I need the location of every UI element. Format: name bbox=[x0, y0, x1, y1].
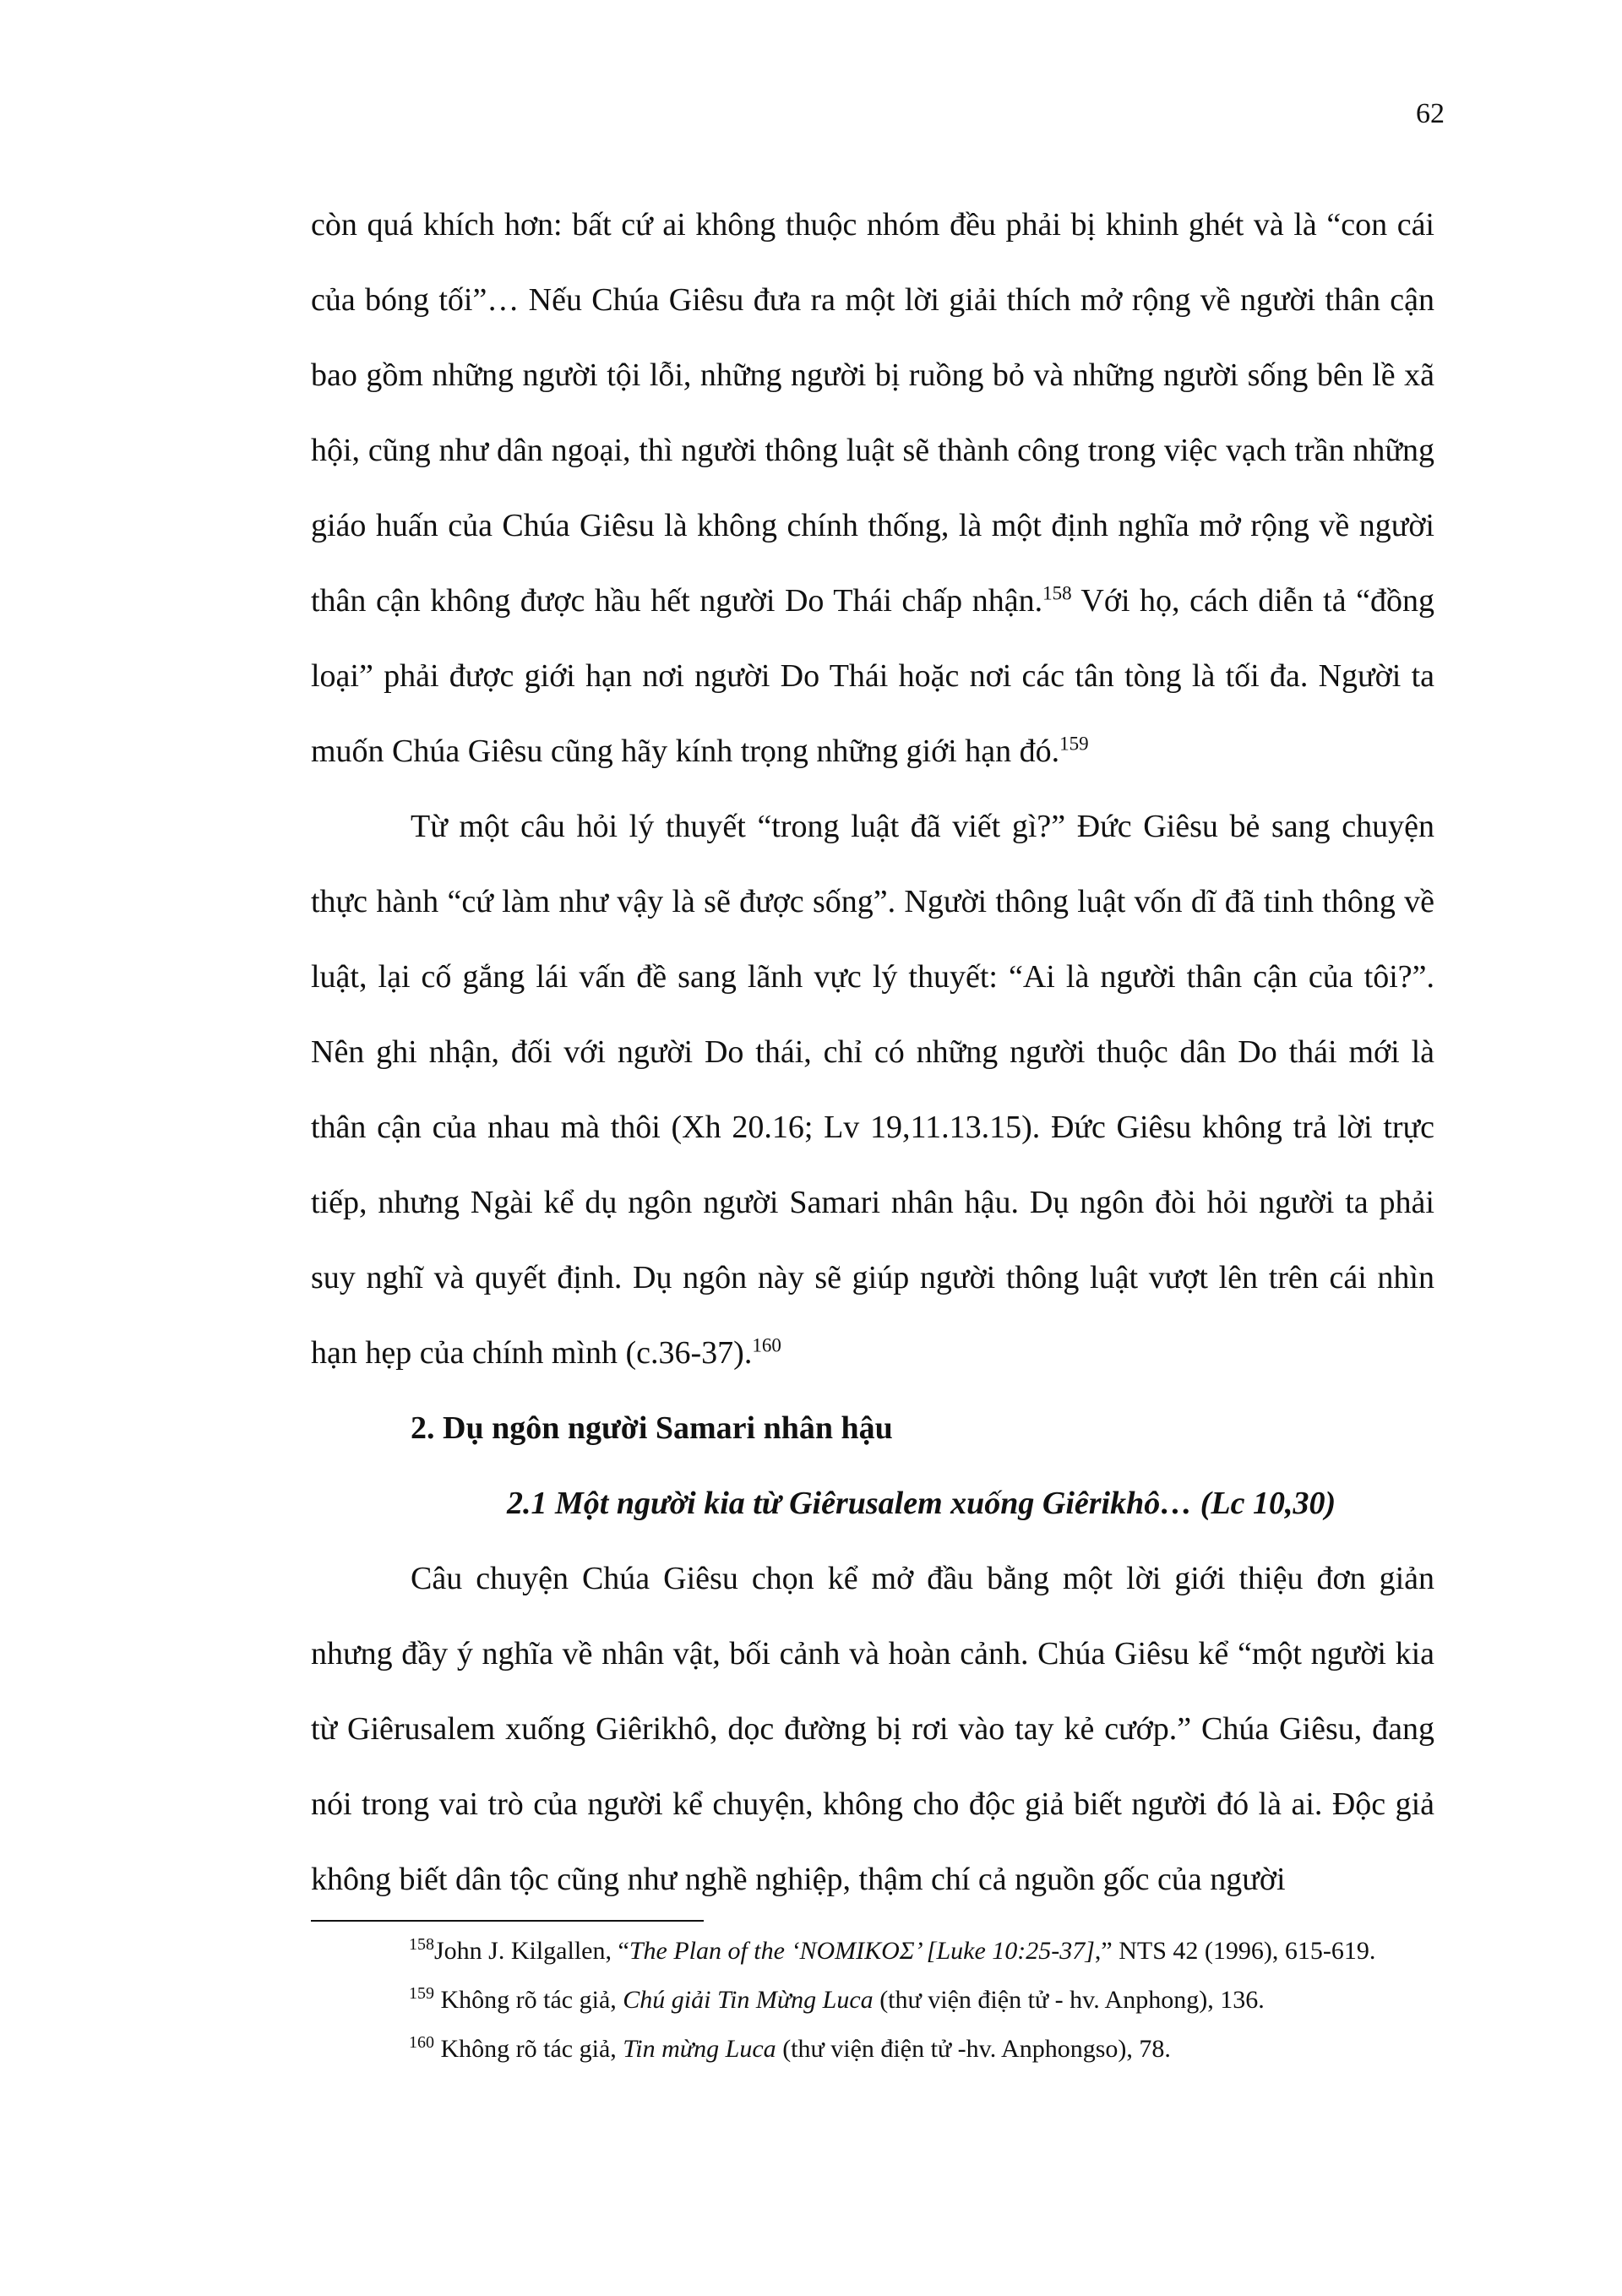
footnote-text: (thư viện điện tử - hv. Anphong), 136. bbox=[873, 1986, 1265, 2014]
footnotes bbox=[311, 1931, 1434, 2070]
paragraph-text: Với họ, cách diễn tả “đồng loại” phải được giới hạn nơi người Do Thái hoặc nơi các tân tòng là tối đa. Người ta muốn Chúa Giêsu cũng hãy kính trọng những giới hạn đó. bbox=[311, 583, 1434, 769]
paragraph bbox=[311, 789, 1434, 1391]
footnote-number: 158 bbox=[409, 1935, 434, 1954]
body-text bbox=[311, 188, 1434, 1917]
footnote-divider bbox=[311, 1920, 704, 1922]
footnote-text: Không rõ tác giả, bbox=[434, 2035, 623, 2063]
footnote-title: Tin mừng Luca bbox=[623, 2035, 776, 2063]
footnote bbox=[311, 1931, 1434, 1972]
footnote-text: ,” NTS 42 (1996), 615-619. bbox=[1094, 1937, 1376, 1965]
footnote-number: 159 bbox=[409, 1984, 434, 2003]
footnote-text: John J. Kilgallen, “ bbox=[434, 1937, 629, 1965]
paragraph: Câu chuyện Chúa Giêsu chọn kể mở đầu bằng một lời giới thiệu đơn giản nhưng đầy ý nghĩa về nhân vật, bối cảnh và hoàn cảnh. Chúa Giêsu kể “một người kia từ Giêrusalem xuống Giêrikhô, dọc đường bị rơi vào tay kẻ cướp.” Chúa Giêsu, đang nói trong vai trò của người kể chuyện, không cho độc giả biết người đó là ai. Độc giả không biết dân tộc cũng như nghề nghiệp, thậm chí cả nguồn gốc của người bbox=[311, 1561, 1434, 1897]
footnote-ref: 158 bbox=[1042, 582, 1072, 604]
footnote-number: 160 bbox=[409, 2033, 434, 2052]
page-number: 62 bbox=[1416, 98, 1445, 129]
paragraph-text: còn quá khích hơn: bất cứ ai không thuộc nhóm đều phải bị khinh ghét và là “con cái của bóng tối”… Nếu Chúa Giêsu đưa ra một lời giải thích mở rộng về người thân cận bao gồm những người tội lỗi, những người bị ruồng bỏ và những người sống bên lề xã hội, cũng như dân ngoại, thì người thông luật sẽ thành công trong việc vạch trần những giáo huấn của Chúa Giêsu là không chính thống, là một định nghĩa mở rộng về người thân cận không được hầu hết người Do Thái chấp nhận. bbox=[311, 207, 1434, 619]
footnote-ref: 160 bbox=[752, 1334, 781, 1356]
paragraph bbox=[311, 188, 1434, 789]
footnote bbox=[311, 1980, 1434, 2021]
footnote-text: (thư viện điện tử -hv. Anphongso), 78. bbox=[776, 2035, 1171, 2063]
section-heading: 2. Dụ ngôn người Samari nhân hậu bbox=[411, 1410, 893, 1446]
footnote-title: Chú giải Tin Mừng Luca bbox=[623, 1986, 874, 2014]
footnote bbox=[311, 2029, 1434, 2070]
paragraph-text: Từ một câu hỏi lý thuyết “trong luật đã viết gì?” Đức Giêsu bẻ sang chuyện thực hành “cứ làm như vậy là sẽ được sống”. Người thông luật vốn dĩ đã tinh thông về luật, lại cố gắng lái vấn đề sang lãnh vực lý thuyết: “Ai là người thân cận của tôi?”. Nên ghi nhận, đối với người Do thái, chỉ có những người thuộc dân Do thái mới là thân cận của nhau mà thôi (Xh 20.16; Lv 19,11.13.15). Đức Giêsu không trả lời trực tiếp, nhưng Ngài kể dụ ngôn người Samari nhân hậu. Dụ ngôn đòi hỏi người ta phải suy nghĩ và quyết định. Dụ ngôn này sẽ giúp người thông luật vượt lên trên cái nhìn hạn hẹp của chính mình (c.36-37). bbox=[311, 809, 1434, 1371]
footnote-text: Không rõ tác giả, bbox=[434, 1986, 623, 2014]
subsection-heading: 2.1 Một người kia từ Giêrusalem xuống Giêrikhô… (Lc 10,30) bbox=[507, 1486, 1336, 1521]
footnote-title: The Plan of the ‘NOMIKOΣ’ [Luke 10:25-37] bbox=[629, 1937, 1095, 1965]
footnote-ref: 159 bbox=[1059, 733, 1089, 755]
